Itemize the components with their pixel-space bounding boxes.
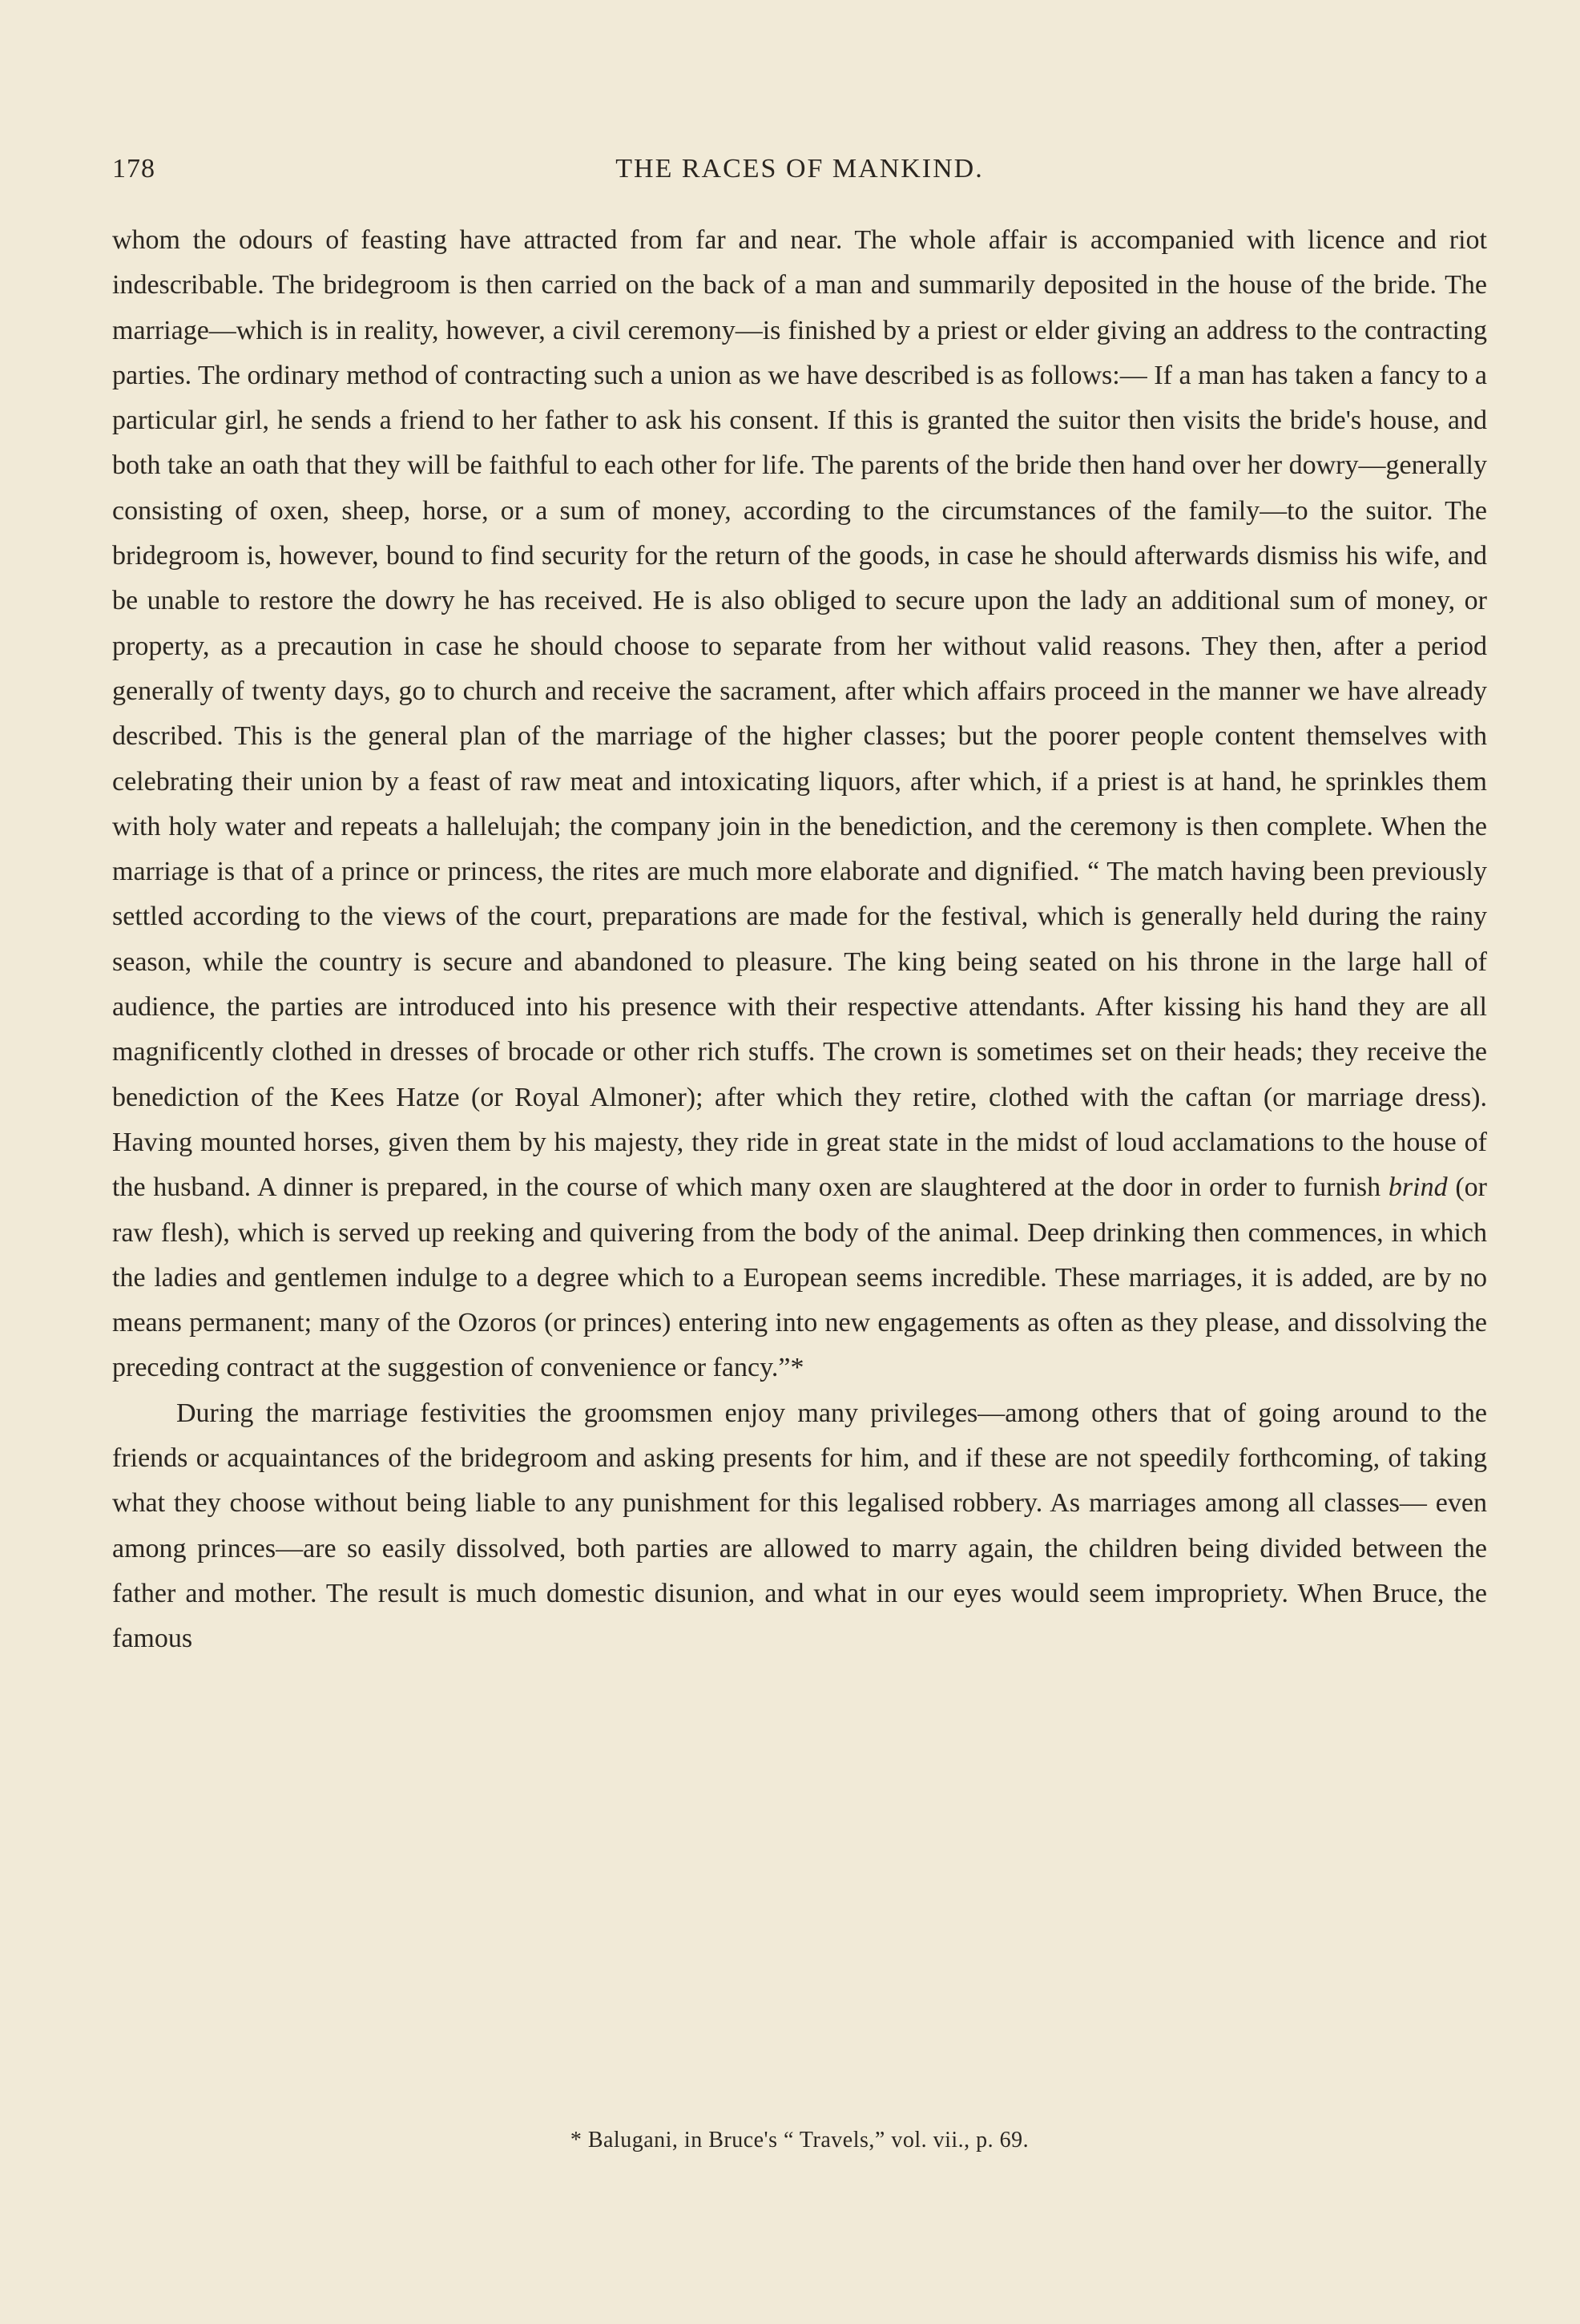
- paragraph-text: whom the odours of feasting have attracted from far and near. The whole affair is accompanied with licence and riot indescribable. The bridegroom is then carried on the back of a man and summarily deposited in the house of the bride. The marriage—which is in reality, however, a civil ceremony—is finished by a priest or elder giving an address to the contracting parties. The ordinary method of contracting such a union as we have described is as follows:— If a man has taken a fancy to a particular girl, he sends a friend to her father to ask his consent. If this is granted the suitor then visits the bride's house, and both take an oath that they will be faithful to each other for life. The parents of the bride then hand over her dowry—generally consisting of oxen, sheep, horse, or a sum of money, according to the circumstances of the family—to the suitor. The bridegroom is, however, bound to find security for the return of the goods, in case he should afterwards dismiss his wife, and be unable to restore the dowry he has received. He is also obliged to secure upon the lady an additional sum of money, or property, as a precaution in case he should choose to separate from her without valid reasons. They then, after a period generally of twenty days, go to church and receive the sacrament, after which affairs proceed in the manner we have already described. This is the general plan of the marriage of the higher classes; but the poorer people content themselves with celebrating their union by a feast of raw meat and intoxicating liquors, after which, if a priest is at hand, he sprinkles them with holy water and repeats a hallelujah; the company join in the benediction, and the ceremony is then complete. When the marriage is that of a prince or princess, the rites are much more elaborate and dignified. “ The match having been previously settled according to the views of the court, preparations are made for the festival, which is generally held during the rainy season, while the country is secure and abandoned to pleasure. The king being seated on his throne in the large hall of audience, the parties are introduced into his presence with their respective attendants. After kissing his hand they are all magnificently clothed in dresses of brocade or other rich stuffs. The crown is sometimes set on their heads; they receive the benediction of the Kees Hatze (or Royal Almoner); after which they retire, clothed with the caftan (or marriage dress). Having mounted horses, given them by his majesty, they ride in great state in the midst of loud acclamations to the house of the husband. A dinner is prepared, in the course of which many oxen are slaughtered at the door in order to furnish: [112, 225, 1487, 1203]
- footnote: * Balugani, in Bruce's “ Travels,” vol. vii., p. 69.: [570, 2128, 1030, 2153]
- paragraph: [112, 218, 1487, 1391]
- running-title: THE RACES OF MANKIND.: [615, 154, 984, 184]
- body-text: [112, 218, 1487, 1662]
- paragraph: During the marriage festivities the groomsmen enjoy many privileges—among others that of going around to the friends or acquaintances of the bridegroom and asking presents for him, and if these are not speedily forthcoming, of taking what they choose without being liable to any punishment for this legalised robbery. As marriages among all classes— even among princes—are so easily dissolved, both parties are allowed to marry again, the children being divided between the father and mother. The result is much domestic disunion, and what in our eyes would seem impropriety. When Bruce, the famous: [112, 1398, 1487, 1654]
- italic-term: brind: [1388, 1172, 1448, 1203]
- paragraph-text-continued: (or raw flesh), which is served up reeking and quivering from the body of the animal. Deep drinking then commences, in which the ladies and gentlemen indulge to a degree which to a European seems incredible. These marriages, it is added, are by no means permanent; many of the Ozoros (or princes) entering into new engagements as often as they please, and dissolving the preceding contract at the suggestion of convenience or fancy.”*: [112, 1172, 1487, 1383]
- page-number: 178: [112, 154, 155, 184]
- page-header: [112, 154, 1487, 202]
